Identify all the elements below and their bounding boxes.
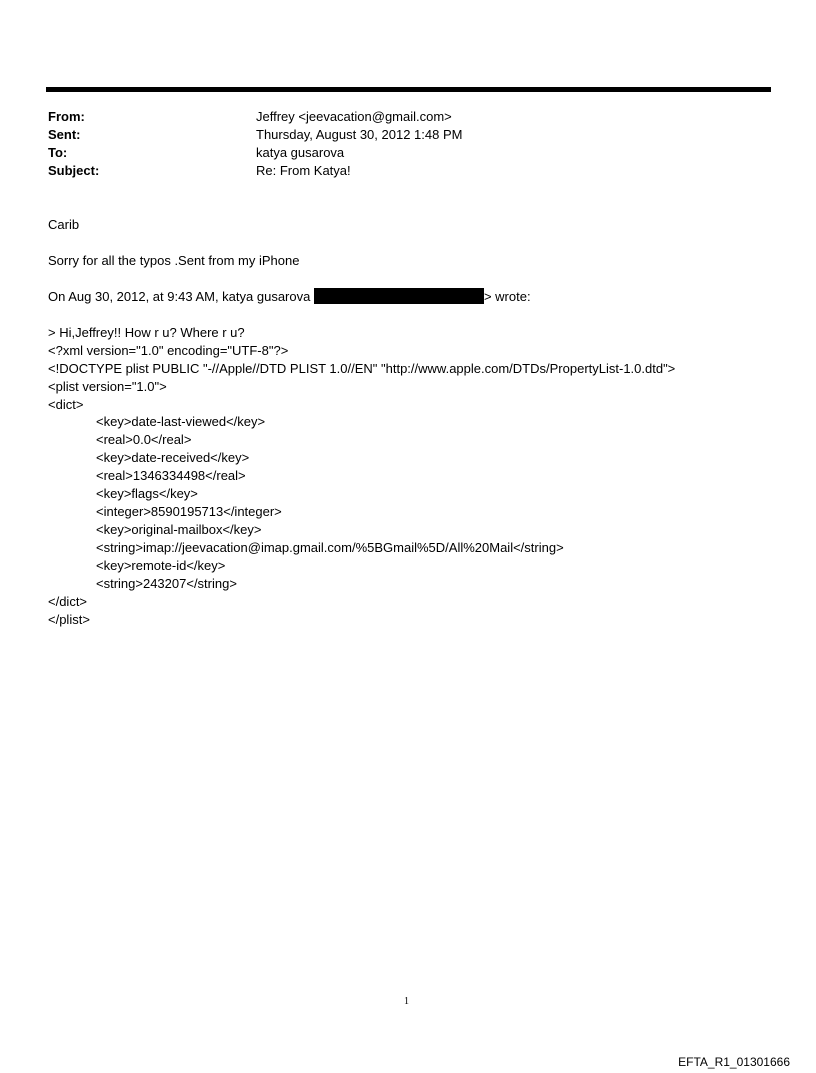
closing-line: </plist> — [48, 612, 90, 627]
from-value: Jeffrey <jeevacation@gmail.com> — [256, 109, 452, 124]
sent-label: Sent: — [48, 127, 81, 142]
dict-line: <key>remote-id</key> — [96, 558, 226, 573]
quoted-line: > Hi,Jeffrey!! How r u? Where r u? — [48, 325, 245, 340]
dict-line: <string>243207</string> — [96, 576, 237, 591]
dict-line: <real>0.0</real> — [96, 432, 192, 447]
quoted-line: <?xml version="1.0" encoding="UTF-8"?> — [48, 343, 289, 358]
dict-line: <key>original-mailbox</key> — [96, 522, 262, 537]
from-label: From: — [48, 109, 85, 124]
page-number: 1 — [404, 996, 409, 1007]
quoted-line: <dict> — [48, 397, 84, 412]
dict-line: <string>imap://jeevacation@imap.gmail.com/%5BGmail%5D/All%20Mail</string> — [96, 540, 564, 555]
dict-line: <key>flags</key> — [96, 486, 198, 501]
quote-intro-suffix: > wrote: — [483, 289, 531, 304]
greeting: Carib — [48, 217, 80, 232]
quoted-line: <plist version="1.0"> — [48, 379, 167, 394]
subject-value: Re: From Katya! — [256, 163, 351, 178]
quoted-line: <!DOCTYPE plist PUBLIC "-//Apple//DTD PLIST 1.0//EN" "http://www.apple.com/DTDs/PropertyList-1.0.dtd"> — [48, 361, 676, 376]
quote-intro-prefix: On Aug 30, 2012, at 9:43 AM, katya gusarova — [48, 289, 311, 304]
closing-line: </dict> — [48, 594, 88, 609]
quote-intro — [48, 288, 531, 306]
to-value: katya gusarova — [256, 145, 345, 160]
dict-line: <real>1346334498</real> — [96, 468, 246, 483]
dict-line: <integer>8590195713</integer> — [96, 504, 282, 519]
redaction-block — [314, 288, 484, 304]
sent-value: Thursday, August 30, 2012 1:48 PM — [256, 127, 463, 142]
dict-line: <key>date-received</key> — [96, 450, 250, 465]
subject-label: Subject: — [48, 163, 100, 178]
dict-line: <key>date-last-viewed</key> — [96, 414, 266, 429]
signature: Sorry for all the typos .Sent from my iPhone — [48, 253, 300, 268]
to-label: To: — [48, 145, 68, 160]
document-id: EFTA_R1_01301666 — [678, 1055, 790, 1069]
header-rule — [46, 87, 771, 92]
